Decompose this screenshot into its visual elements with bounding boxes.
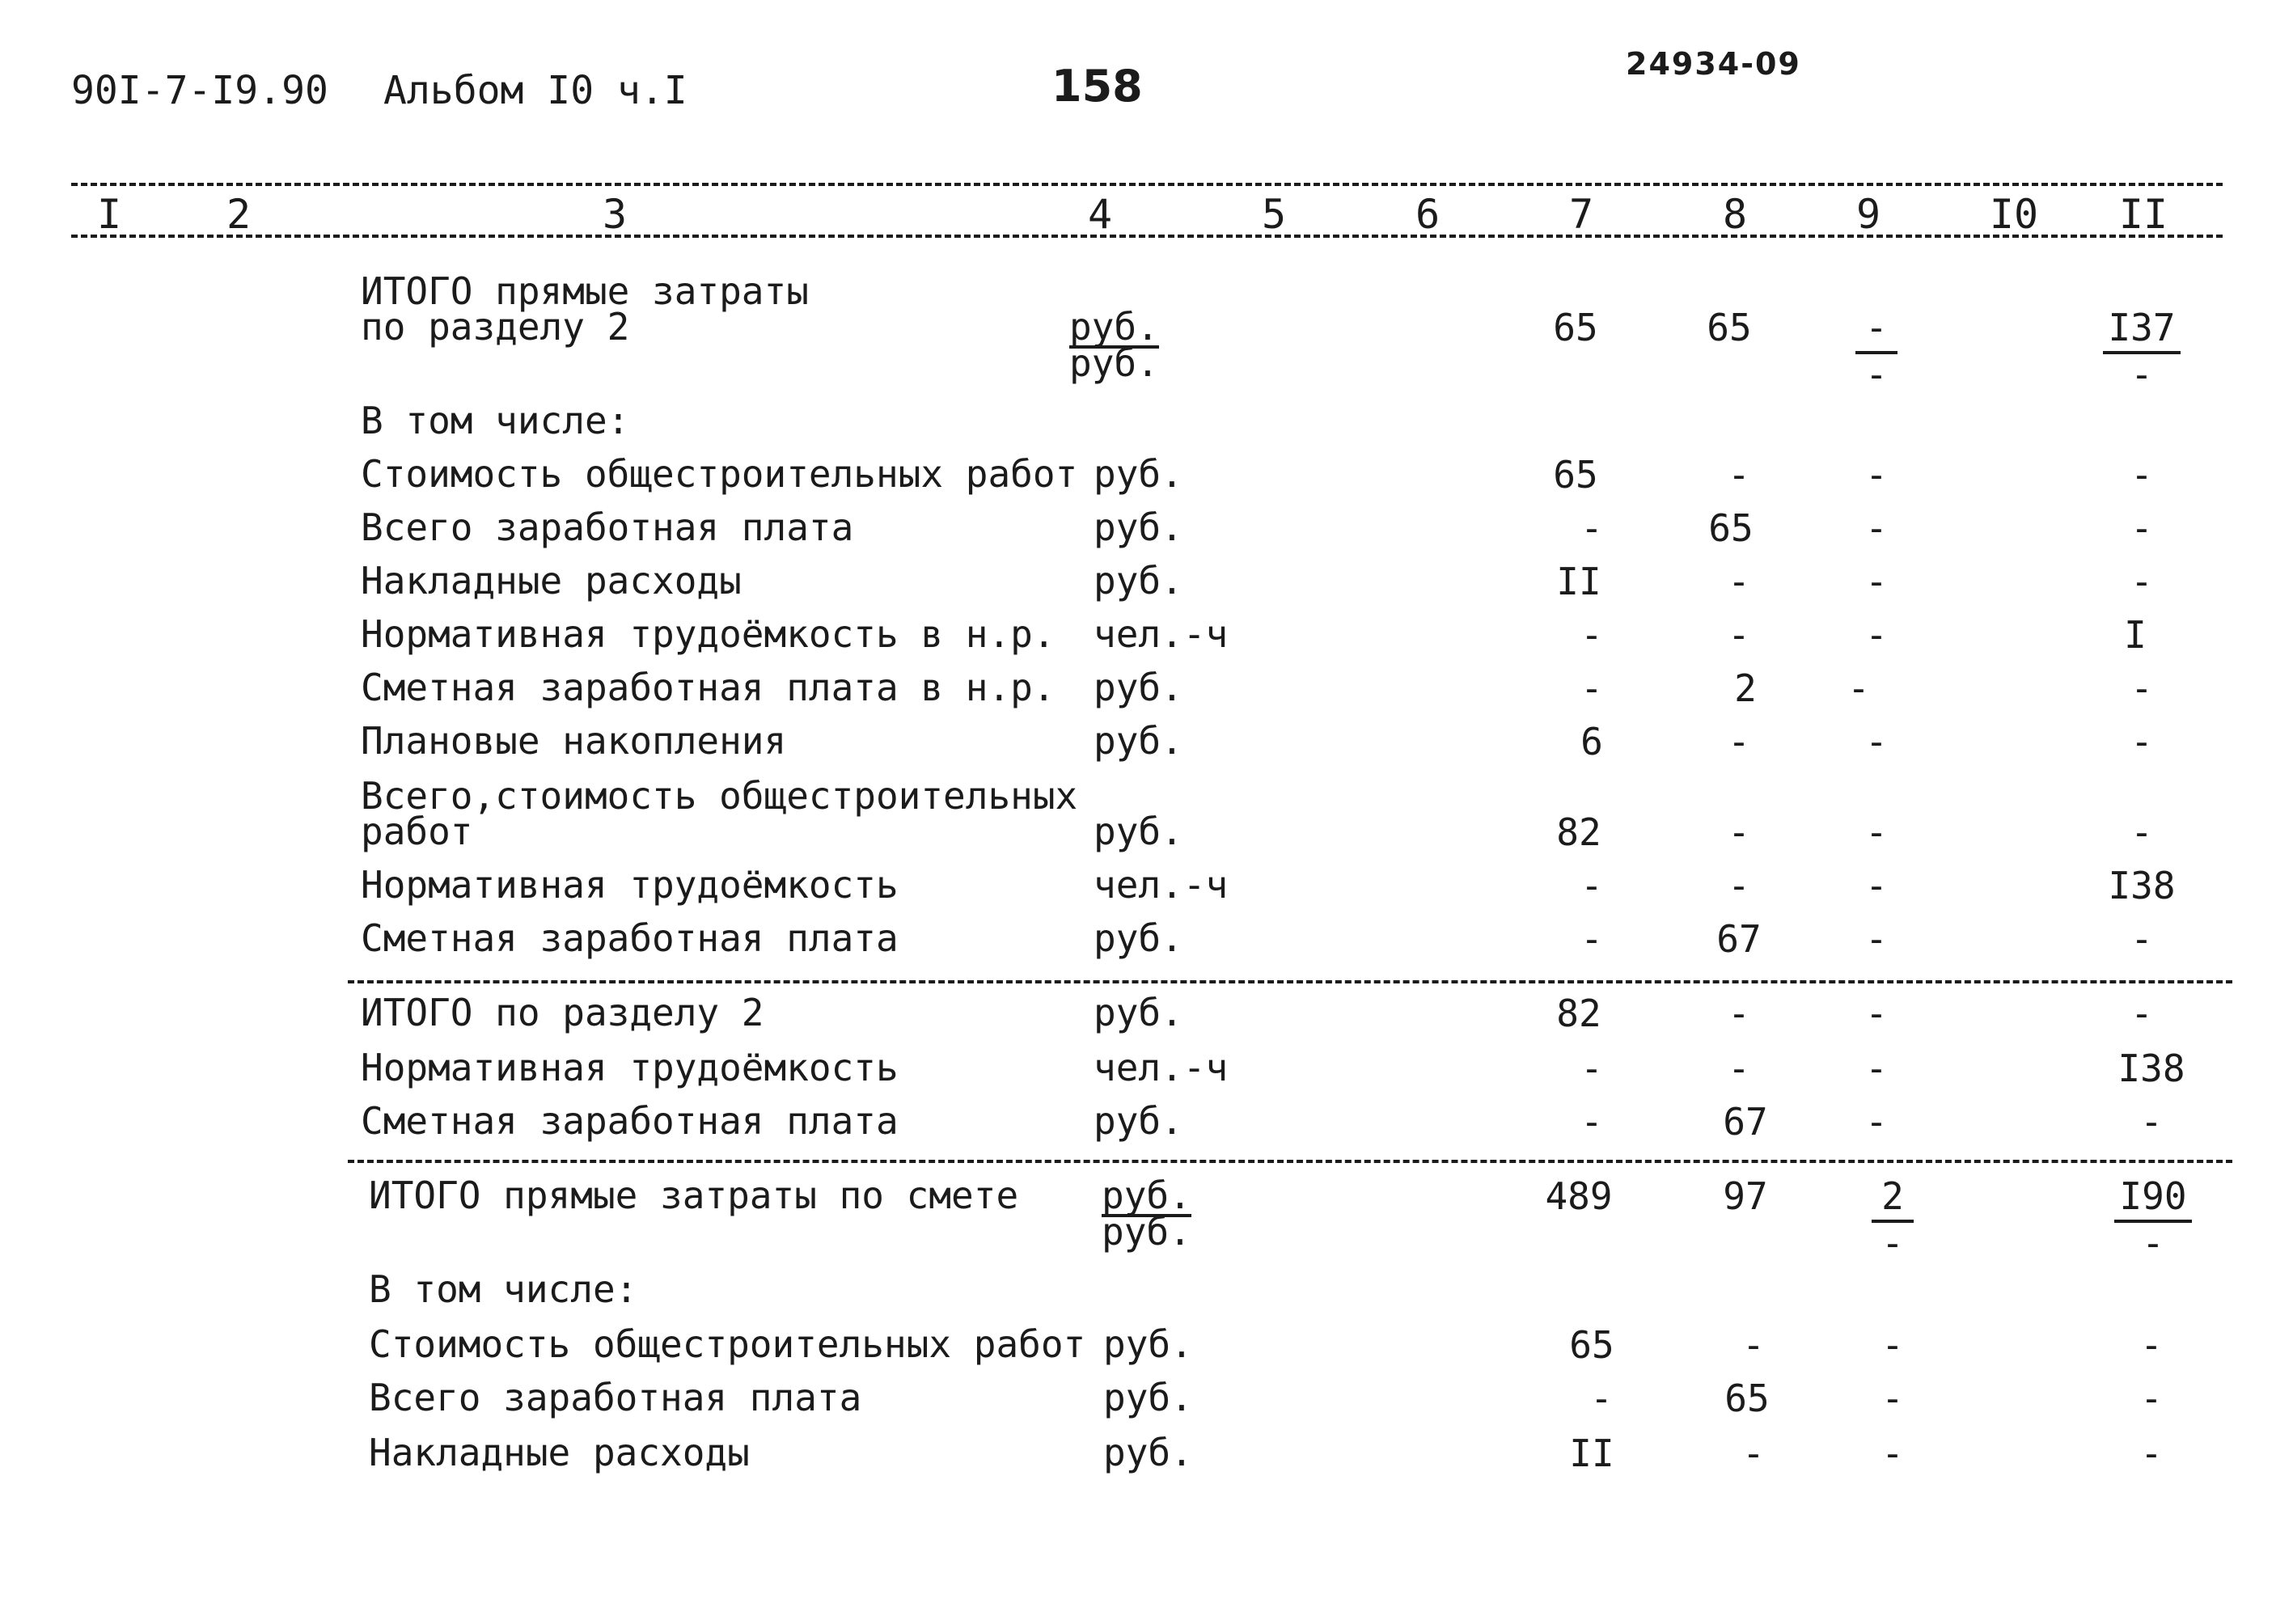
col-num-7: 7 <box>1568 191 1594 238</box>
cell-col8: 65 <box>1707 306 1752 349</box>
cell-col9: - <box>1847 666 1870 710</box>
cell-col8: - <box>1728 453 1750 497</box>
frac-top: I37 <box>2103 306 2180 354</box>
row-desc: В том числе: <box>361 399 630 442</box>
cell-col11: - <box>2130 560 2153 603</box>
cell-col7: - <box>1580 666 1603 710</box>
cell-col9: - <box>1865 1100 1888 1144</box>
cell-col11: - <box>2140 1377 2163 1420</box>
row-desc: Всего,стоимость общестроительных <box>361 774 1078 818</box>
col-num-2: 2 <box>226 191 252 238</box>
col-num-10: I0 <box>1989 191 2039 238</box>
cell-col9: - <box>1881 1377 1904 1420</box>
album-label: Альбом I0 ч.I <box>383 68 687 113</box>
row-desc: Всего заработная плата <box>361 505 854 549</box>
cell-col8: 67 <box>1723 1100 1768 1144</box>
row-desc: ИТОГО прямые затраты по смете <box>369 1174 1019 1217</box>
col-num-11: II <box>2118 191 2168 238</box>
row-desc: Стоимость общестроительных работ <box>361 452 1078 496</box>
cell-col9: - <box>1865 613 1888 657</box>
cell-col8: - <box>1728 720 1750 763</box>
cell-col9: - <box>1865 453 1888 497</box>
header-bottom-rule <box>71 235 2223 238</box>
page-number: 158 <box>1051 61 1143 112</box>
cell-col9-fraction <box>1836 1174 1949 1265</box>
row-unit: руб. <box>1094 991 1183 1034</box>
col-num-1: I <box>96 191 122 238</box>
row-unit: руб. <box>1094 452 1183 496</box>
cell-col11: - <box>2130 720 2153 763</box>
frac-top: - <box>1855 306 1897 354</box>
cell-col11: - <box>2130 506 2153 550</box>
cell-col11-fraction <box>2085 306 2198 396</box>
unit-top: руб. <box>1102 1174 1191 1217</box>
cell-col9: - <box>1865 864 1888 907</box>
row-desc: Сметная заработная плата <box>361 1099 899 1143</box>
row-desc: Плановые накопления <box>361 719 787 763</box>
row-desc: Накладные расходы <box>369 1431 750 1474</box>
cell-col8: - <box>1742 1432 1765 1475</box>
cell-col9: - <box>1865 810 1888 854</box>
row-desc: ИТОГО по разделу 2 <box>361 991 764 1034</box>
col-num-4: 4 <box>1087 191 1113 238</box>
cell-col9: - <box>1865 917 1888 961</box>
cell-col7: II <box>1556 560 1601 603</box>
row-unit-fraction <box>1069 305 1159 385</box>
row-unit: руб. <box>1094 810 1183 853</box>
cell-col11: - <box>2140 1323 2163 1367</box>
cell-col8: 65 <box>1724 1377 1770 1420</box>
cell-col9-fraction <box>1820 306 1933 396</box>
cell-col7: - <box>1580 1100 1603 1144</box>
cell-col9: - <box>1865 1047 1888 1090</box>
row-unit: руб. <box>1103 1322 1193 1366</box>
unit-bottom: руб. <box>1069 341 1159 385</box>
cell-col11: I38 <box>2108 864 2176 907</box>
col-num-9: 9 <box>1855 191 1881 238</box>
row-desc: Нормативная трудоёмкость в н.р. <box>361 612 1056 656</box>
frac-top: I90 <box>2114 1174 2191 1223</box>
row-desc: Нормативная трудоёмкость <box>361 863 899 907</box>
cell-col11: - <box>2130 917 2153 961</box>
row-desc: ИТОГО прямые затраты <box>361 269 809 313</box>
cell-col9: - <box>1865 992 1888 1035</box>
col-num-5: 5 <box>1261 191 1287 238</box>
cell-col8: 65 <box>1708 506 1754 550</box>
row-unit: руб. <box>1094 505 1183 549</box>
row-desc: работ <box>361 810 473 853</box>
row-unit: руб. <box>1103 1376 1193 1419</box>
frac-bottom: - <box>1881 1221 1904 1265</box>
cell-col8: - <box>1742 1323 1765 1367</box>
cell-col9: - <box>1881 1323 1904 1367</box>
cell-col7: 82 <box>1556 810 1601 854</box>
cell-col11: I38 <box>2117 1047 2185 1090</box>
col-num-3: 3 <box>602 191 628 238</box>
cell-col9: - <box>1865 506 1888 550</box>
header-top-rule <box>71 183 2223 186</box>
cell-col7: - <box>1580 506 1603 550</box>
cell-col11-fraction <box>2096 1174 2210 1265</box>
row-unit: руб. <box>1094 1099 1183 1143</box>
frac-bottom: - <box>2130 353 2153 396</box>
cell-col7: 82 <box>1556 992 1601 1035</box>
col-num-8: 8 <box>1722 191 1748 238</box>
cell-col8: - <box>1728 864 1750 907</box>
cell-col7: - <box>1580 917 1603 961</box>
unit-top: руб. <box>1069 305 1159 349</box>
row-desc: Сметная заработная плата в н.р. <box>361 666 1056 709</box>
cell-col7: - <box>1580 613 1603 657</box>
unit-bottom: руб. <box>1102 1210 1191 1254</box>
stamp-number: 24934-09 <box>1626 46 1801 82</box>
cell-col11: - <box>2130 992 2153 1035</box>
cell-col7: 6 <box>1580 720 1603 763</box>
cell-col9: - <box>1865 720 1888 763</box>
section-divider <box>348 980 2232 983</box>
cell-col7: - <box>1580 1047 1603 1090</box>
cell-col8: - <box>1728 1047 1750 1090</box>
row-unit: чел.-ч <box>1094 1046 1229 1089</box>
row-unit: руб. <box>1103 1431 1193 1474</box>
cell-col9: - <box>1865 560 1888 603</box>
cell-col7: 65 <box>1553 306 1598 349</box>
cell-col11: - <box>2130 453 2153 497</box>
cell-col9: - <box>1881 1432 1904 1475</box>
section-divider <box>348 1160 2232 1163</box>
row-unit-fraction <box>1102 1174 1191 1254</box>
row-unit: чел.-ч <box>1094 863 1229 907</box>
frac-top: 2 <box>1872 1174 1914 1223</box>
row-unit: чел.-ч <box>1094 612 1229 656</box>
row-desc: Стоимость общестроительных работ <box>369 1322 1086 1366</box>
cell-col7: 65 <box>1553 453 1598 497</box>
row-desc: по разделу 2 <box>361 305 630 349</box>
doc-code: 90I-7-I9.90 <box>71 68 328 113</box>
cell-col8: 97 <box>1723 1174 1768 1218</box>
cell-col7: - <box>1590 1377 1613 1420</box>
cell-col8: - <box>1728 613 1750 657</box>
cell-col11: - <box>2130 666 2153 710</box>
row-desc: Сметная заработная плата <box>361 916 899 960</box>
cell-col11: - <box>2140 1432 2163 1475</box>
cell-col7: 489 <box>1545 1174 1613 1218</box>
cell-col7: 65 <box>1569 1323 1614 1367</box>
cell-col11: - <box>2130 810 2153 854</box>
cell-col8: - <box>1728 992 1750 1035</box>
cell-col7: II <box>1569 1432 1614 1475</box>
row-desc: Накладные расходы <box>361 559 742 603</box>
row-unit: руб. <box>1094 719 1183 763</box>
cell-col8: - <box>1728 810 1750 854</box>
frac-bottom: - <box>2142 1221 2164 1265</box>
cell-col7: - <box>1580 864 1603 907</box>
row-unit: руб. <box>1094 916 1183 960</box>
cell-col11: - <box>2140 1100 2163 1144</box>
cell-col8: - <box>1728 560 1750 603</box>
col-num-6: 6 <box>1415 191 1441 238</box>
row-desc: Всего заработная плата <box>369 1376 862 1419</box>
row-unit: руб. <box>1094 666 1183 709</box>
row-unit: руб. <box>1094 559 1183 603</box>
row-desc: Нормативная трудоёмкость <box>361 1046 899 1089</box>
cell-col11: I <box>2124 613 2147 657</box>
row-desc: В том числе: <box>369 1267 638 1311</box>
cell-col8: 67 <box>1716 917 1762 961</box>
cell-col8: 2 <box>1734 666 1757 710</box>
frac-bottom: - <box>1865 353 1888 396</box>
